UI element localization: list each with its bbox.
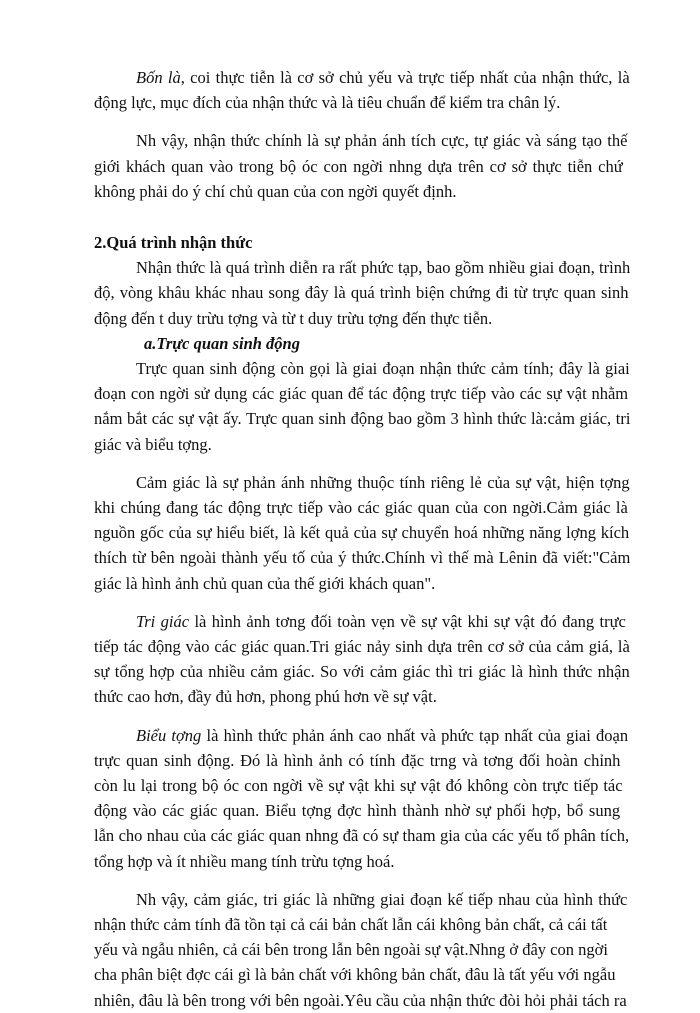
section-heading: 2.Quá trình nhận thức: [94, 233, 253, 252]
para7-lead-italic: Biểu tợng: [136, 725, 202, 745]
para4-line2: đoạn con ngời sử dụng các giác quan để tác động trực tiếp vào các sự vật nhằm: [94, 384, 629, 404]
para8-line1: Nh vậy, cảm giác, tri giác là những giai đoạn kế tiếp nhau của hình thức: [136, 889, 628, 909]
para7-line4: động vào các giác quan. Biểu tợng đợc hình thành nhờ sự phối hợp, bổ sung: [94, 801, 621, 821]
para8-line3: yếu và ngẫu nhiên, cả cái bên trong lẫn bên ngoài sự vật.Nhng ở đây con ngời: [94, 940, 608, 960]
subheading: a.Trực quan sinh động: [144, 333, 300, 353]
para7-line2: trực quan sinh động. Đó là hình ảnh có tính đặc trng và tơng đối hoàn chỉnh: [94, 750, 621, 770]
para2-line1: Nh vậy, nhận thức chính là sự phản ánh tích cực, tự giác và sáng tạo thế: [136, 131, 628, 151]
para2-line3: không phải do ý chí chủ quan của con ngời quyết định.: [94, 181, 457, 201]
para4-line4: giác và biểu tợng.: [94, 434, 212, 454]
para1-line1: [136, 66, 630, 90]
para1-line2: động lực, mục đích của nhận thức và là tiêu chuẩn để kiểm tra chân lý.: [94, 93, 561, 113]
para2-line2: giới khách quan vào trong bộ óc con ngời nhng dựa trên cơ sở thực tiễn chứ: [94, 156, 623, 176]
para8-line4: cha phân biệt đợc cái gì là bản chất với không bản chất, đâu là tất yếu với ngẫu: [94, 965, 616, 985]
para6-line3: sự tổng hợp của nhiều cảm giác. So với cảm giác thì tri giác là hình thức nhận: [94, 662, 630, 682]
para5-line1: Cảm giác là sự phản ánh những thuộc tính riêng lẻ của sự vật, hiện tợng: [136, 472, 630, 492]
para5-line2: khi chúng đang tác động trực tiếp vào các giác quan của con ngời.Cảm giác là: [94, 498, 628, 517]
para6-lead-italic: Tri giác: [136, 611, 190, 631]
para5-line4: thích từ bên ngoài thành yếu tố của ý thức.Chính vì thế mà Lênin đã viết:"Cảm: [94, 548, 631, 568]
para8-line5: nhiên, đâu là bên trong với bên ngoài.Yêu cầu của nhận thức đòi hỏi phải tách ra: [94, 990, 627, 1010]
para5-line5: giác là hình ảnh chủ quan của thế giới khách quan".: [94, 573, 436, 593]
para3-line3: động đến t duy trừu tợng và từ t duy trừu tợng đến thực tiễn.: [94, 308, 493, 328]
para1-lead-italic: Bốn là: [136, 68, 181, 87]
para6-line1: [136, 610, 626, 634]
para3-line1: Nhận thức là quá trình diễn ra rất phức tạp, bao gồm nhiều giai đoạn, trình: [136, 258, 631, 278]
para1-line1-rest: , coi thực tiễn là cơ sở chủ yếu và trực tiếp nhất của nhận thức, là: [180, 68, 630, 87]
para7-line1-rest: là hình thức phản ánh cao nhất và phức tạp nhất của giai đoạn: [201, 725, 629, 745]
para6-line1-rest: là hình ảnh tơng đối toàn vẹn về sự vật khi sự vật đó đang trực: [189, 611, 626, 631]
para4-line1: Trực quan sinh động còn gọi là giai đoạn nhận thức cảm tính; đây là giai: [136, 359, 630, 378]
para7-line3: còn lu lại trong bộ óc con ngời về sự vật khi sự vật đó không còn trực tiếp tác: [94, 776, 623, 795]
para7-line6: tổng hợp và ít nhiều mang tính trừu tợng hoá.: [94, 851, 395, 871]
para4-line3: nắm bắt các sự vật ấy. Trực quan sinh động bao gồm 3 hình thức là:cảm giác, tri: [94, 409, 631, 429]
para6-line4: thức cao hơn, đầy đủ hơn, phong phú hơn về sự vật.: [94, 687, 437, 707]
para8-line2: nhận thức cảm tính đã tồn tại cả cái bản chất lẫn cái không bản chất, cả cái tất: [94, 915, 608, 934]
para7-line5: lẫn cho nhau của các giác quan nhng đã có sự tham gia của các yếu tố phân tích,: [94, 826, 630, 846]
para7-line1: [136, 724, 628, 748]
para5-line3: nguồn gốc của sự hiểu biết, là kết quả của sự chuyển hoá những năng lợng kích: [94, 523, 630, 543]
para3-line2: độ, vòng khâu khác nhau song đây là quá trình biện chứng đi từ trực quan sinh: [94, 283, 629, 303]
para6-line2: tiếp tác động vào các giác quan.Tri giác nảy sinh dựa trên cơ sở của cảm giá, là: [94, 637, 630, 656]
